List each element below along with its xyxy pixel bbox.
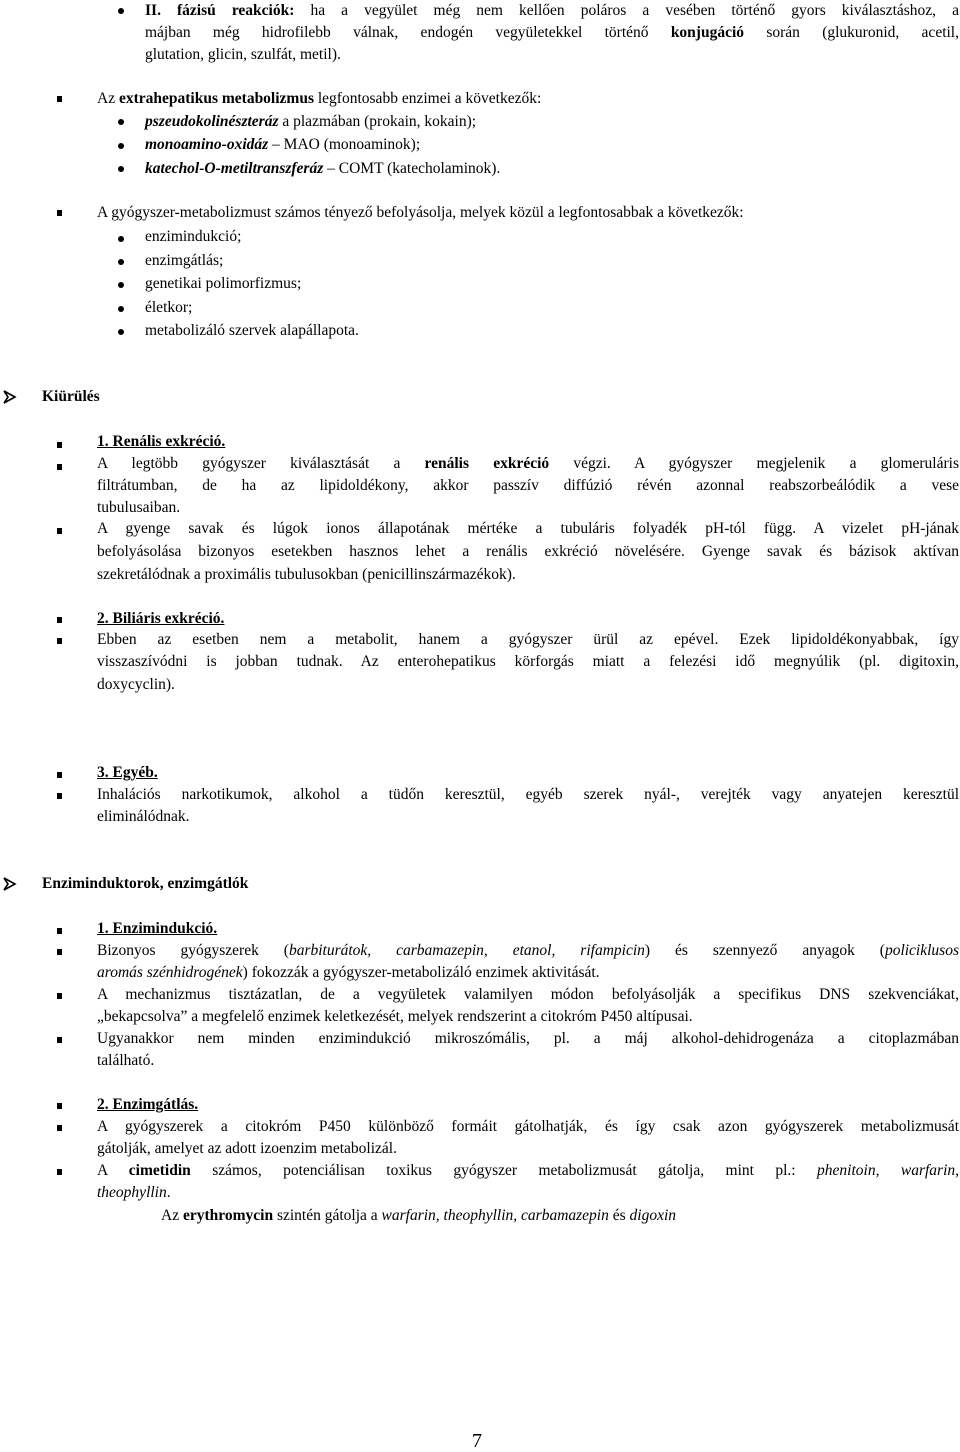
factor-item: életkor; bbox=[145, 299, 193, 316]
other-heading: 3. Egyéb. bbox=[97, 764, 158, 781]
biliary-line-1: Ebben az esetben nem a metabolit, hanem a gyógyszer ürül az epével. Ezek lipidoldékonyabbak, így bbox=[97, 631, 959, 648]
renal-p1-line-1: A legtöbb gyógyszer kiválasztását a renális exkréció végzi. A gyógyszer megjelenik a glomeruláris bbox=[97, 455, 959, 472]
inhibition-p2-line-2: theophyllin. bbox=[97, 1184, 171, 1201]
bullet-dot-icon bbox=[118, 282, 124, 288]
square-bullet-icon bbox=[57, 993, 62, 999]
square-bullet-icon bbox=[57, 210, 62, 216]
factor-item: metabolizáló szervek alapállapota. bbox=[145, 322, 359, 339]
arrow-bullet-icon bbox=[2, 876, 18, 892]
excretion-heading: Kiürülés bbox=[42, 388, 100, 405]
extrahepatic-item-3: katechol-O-metiltranszferáz – COMT (katecholaminok). bbox=[145, 160, 501, 177]
inhibition-p2-line-1: A cimetidin számos, potenciálisan toxikus gyógyszer metabolizmusát gátolja, mint pl.: phenitoin, warfarin, bbox=[97, 1162, 959, 1179]
renal-p2-line-2: befolyásolása bizonyos esetekben hasznos lehet a renális exkréció növelésére. Gyenge savak és bázisok aktívan bbox=[97, 543, 959, 560]
renal-p1-line-3: tubulusaiban. bbox=[97, 499, 181, 516]
induction-p3-line-1: Ugyanakkor nem minden enzimindukció mikroszómális, pl. a máj alkohol-dehidrogenáza a citoplazmában bbox=[97, 1030, 959, 1047]
phase2-line-2: májban még hidrofilebb válnak, endogén vegyületekkel történő konjugáció során (glukuronid, acetil, bbox=[145, 24, 959, 41]
inhibition-p1-line-2: gátolják, amelyet az adott izoenzim metabolizál. bbox=[97, 1140, 397, 1157]
biliary-heading: 2. Biliáris exkréció. bbox=[97, 610, 225, 627]
square-bullet-icon bbox=[57, 1037, 62, 1043]
inducers-heading: Enziminduktorok, enzimgátlók bbox=[42, 875, 249, 892]
bullet-dot-icon bbox=[118, 166, 124, 172]
biliary-line-3: doxycyclin). bbox=[97, 676, 175, 693]
extrahepatic-intro: Az extrahepatikus metabolizmus legfontosabb enzimei a következők: bbox=[97, 90, 542, 107]
factors-intro: A gyógyszer-metabolizmust számos tényező befolyásolja, melyek közül a legfontosabbak a következők: bbox=[97, 204, 744, 221]
page-number: 7 bbox=[472, 1430, 482, 1452]
other-line-2: eliminálódnak. bbox=[97, 808, 190, 825]
induction-p3-line-2: található. bbox=[97, 1052, 155, 1069]
induction-p1-line-1: Bizonyos gyógyszerek (barbiturátok, carbamazepin, etanol, rifampicin) és szennyező anyagok (policiklusos bbox=[97, 942, 959, 959]
bullet-dot-icon bbox=[118, 236, 124, 242]
bullet-dot-icon bbox=[118, 306, 124, 312]
renal-heading: 1. Renális exkréció. bbox=[97, 433, 226, 450]
square-bullet-icon bbox=[57, 638, 62, 644]
factor-item: genetikai polimorfizmus; bbox=[145, 275, 302, 292]
induction-heading: 1. Enzimindukció. bbox=[97, 920, 218, 937]
square-bullet-icon bbox=[57, 464, 62, 470]
phase2-line-3: glutation, glicin, szulfát, metil). bbox=[145, 46, 341, 63]
square-bullet-icon bbox=[57, 928, 62, 934]
induction-p1-line-2: aromás szénhidrogének) fokozzák a gyógyszer-metabolizáló enzimek aktivitását. bbox=[97, 964, 600, 981]
square-bullet-icon bbox=[57, 1125, 62, 1131]
bullet-dot-icon bbox=[118, 8, 124, 14]
square-bullet-icon bbox=[57, 793, 62, 799]
biliary-line-2: visszaszívódni is jobban tudnak. Az enterohepatikus körforgás miatt a felezési idő megnyúlik (pl. digitoxin, bbox=[97, 653, 959, 670]
square-bullet-icon bbox=[57, 1169, 62, 1175]
factor-item: enzimindukció; bbox=[145, 228, 242, 245]
arrow-bullet-icon bbox=[2, 389, 18, 405]
phase2-line-1: II. fázisú reakciók: ha a vegyület még nem kellően poláros a vesében történő gyors kiválasztáshoz, a bbox=[145, 2, 959, 19]
square-bullet-icon bbox=[57, 96, 62, 102]
square-bullet-icon bbox=[57, 528, 62, 534]
inhibition-p1-line-1: A gyógyszerek a citokróm P450 különböző formáit gátolhatják, és így csak azon gyógyszerek metabolizmusát bbox=[97, 1118, 959, 1135]
factor-item: enzimgátlás; bbox=[145, 252, 224, 269]
other-line-1: Inhalációs narkotikumok, alkohol a tüdőn keresztül, egyéb szerek nyál-, verejték vagy anyatejen keresztül bbox=[97, 786, 959, 803]
induction-p2-line-2: „bekapcsolva” a megfelelő enzimek keletkezését, melyek rendszerint a citokróm P450 altípusai. bbox=[97, 1008, 693, 1025]
bullet-dot-icon bbox=[118, 329, 124, 335]
square-bullet-icon bbox=[57, 617, 62, 623]
inhibition-p3-line: Az erythromycin szintén gátolja a warfarin, theophyllin, carbamazepin és digoxin bbox=[161, 1207, 677, 1224]
extrahepatic-item-2: monoamino-oxidáz – MAO (monoaminok); bbox=[145, 136, 421, 153]
bullet-dot-icon bbox=[118, 143, 124, 149]
square-bullet-icon bbox=[57, 772, 62, 778]
square-bullet-icon bbox=[57, 949, 62, 955]
square-bullet-icon bbox=[57, 1103, 62, 1109]
renal-p2-line-1: A gyenge savak és lúgok ionos állapotának mértéke a tubuláris folyadék pH-tól függ. A vizelet pH-jának bbox=[97, 520, 959, 537]
renal-p2-line-3: szekretálódnak a proximális tubulusokban (penicillinszármazékok). bbox=[97, 566, 516, 583]
bullet-dot-icon bbox=[118, 259, 124, 265]
inhibition-heading: 2. Enzimgátlás. bbox=[97, 1096, 199, 1113]
induction-p2-line-1: A mechanizmus tisztázatlan, de a vegyületek valamilyen módon befolyásolják a specifikus DNS szekvenciákat, bbox=[97, 986, 959, 1003]
extrahepatic-item-1: pszeudokolinészteráz a plazmában (prokain, kokain); bbox=[145, 113, 477, 130]
square-bullet-icon bbox=[57, 442, 62, 448]
bullet-dot-icon bbox=[118, 119, 124, 125]
renal-p1-line-2: filtrátumban, de ha az lipidoldékony, akkor passzív diffúzió révén azonnal reabszorbeálódik a vese bbox=[97, 477, 959, 494]
